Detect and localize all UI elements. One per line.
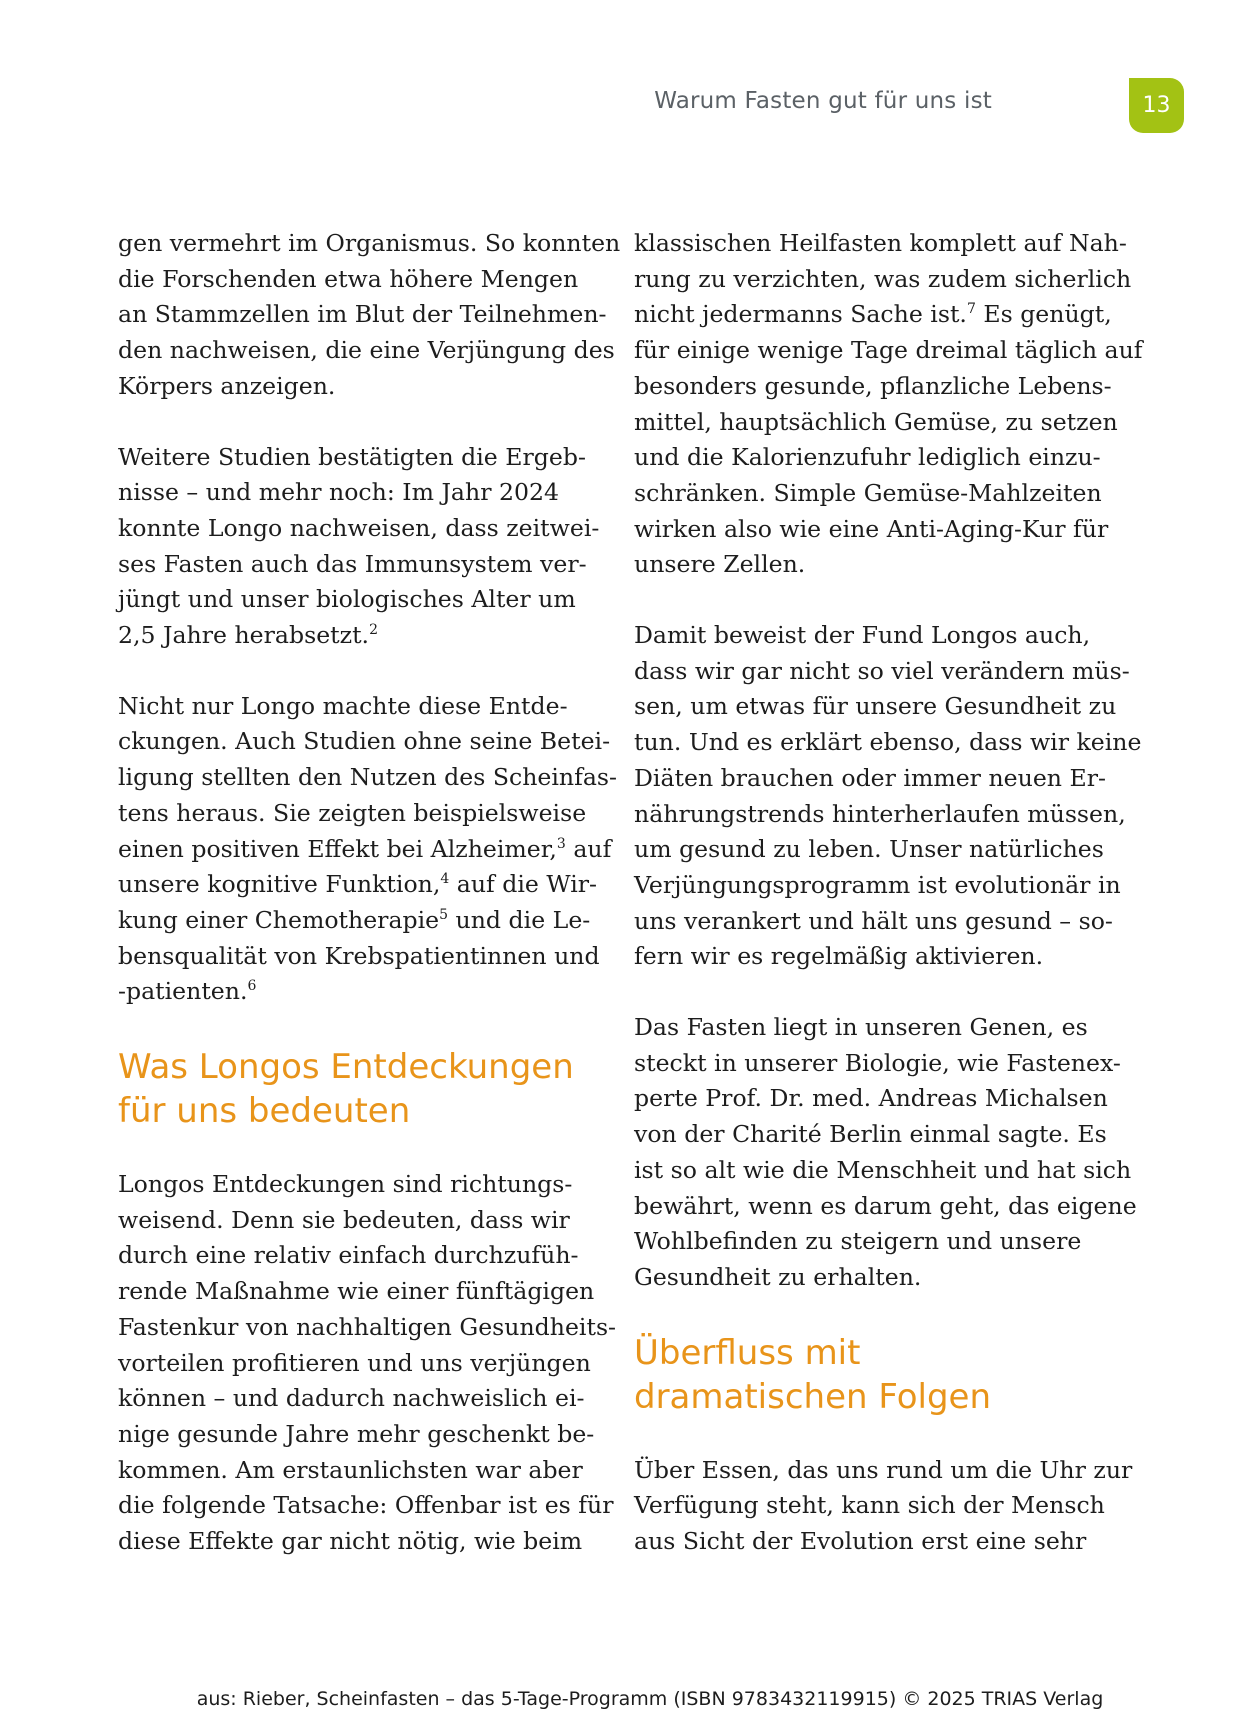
- text-segment: auf: [565, 834, 612, 863]
- section-heading: [118, 1045, 598, 1133]
- text-line: Über Essen, das uns rund um die Uhr zur: [634, 1455, 1133, 1484]
- text-line: Verjüngungsprogramm ist evolutionär in: [634, 870, 1121, 899]
- text-line: schränken. Simple Gemüse-Mahlzeiten: [634, 478, 1102, 507]
- text-line: vorteilen profitieren und uns verjüngen: [118, 1348, 591, 1377]
- section-heading: [634, 1331, 1124, 1419]
- text-line: Wohlbefinden zu steigern und unsere: [634, 1227, 1082, 1256]
- text-line: ses Fasten auch das Immunsystem ver-: [118, 549, 587, 578]
- text-line: Fastenkur von nachhaltigen Gesundheits-: [118, 1312, 617, 1341]
- text-segment: Es genügt,: [975, 300, 1112, 329]
- text-line: Diäten brauchen oder immer neuen Er-: [634, 763, 1106, 792]
- text-line: Körpers anzeigen.: [118, 371, 336, 400]
- source-footer: aus: Rieber, Scheinfasten – das 5-Tage-Programm (ISBN 9783432119915) © 2025 TRIAS Verlag: [196, 1688, 1104, 1710]
- text-line: an Stammzellen im Blut der Teilnehmen-: [118, 300, 607, 329]
- text-line: rende Maßnahme wie einer fünftägigen: [118, 1277, 595, 1306]
- text-segment: auf die Wir-: [449, 870, 598, 899]
- footnote-ref[interactable]: 3: [556, 835, 566, 852]
- text-line: ligung stellten den Nutzen des Scheinfas-: [118, 763, 617, 792]
- text-line: steckt in unserer Biologie, wie Fastenex-: [634, 1048, 1121, 1077]
- footnote-ref[interactable]: 2: [369, 622, 378, 639]
- page-number-badge: 13: [1129, 78, 1184, 133]
- text-line: nährungstrends hinterherlaufen müssen,: [634, 799, 1126, 828]
- text-line: die folgende Tatsache: Offenbar ist es für: [118, 1491, 614, 1520]
- text-line: Damit beweist der Fund Longos auch,: [634, 621, 1091, 650]
- heading-line: Überfluss mit: [634, 1332, 861, 1373]
- text-line: Das Fasten liegt in unseren Genen, es: [634, 1013, 1088, 1042]
- text-segment: und die Le-: [448, 905, 591, 934]
- footnote-ref[interactable]: 7: [966, 301, 976, 318]
- text-line: Nicht nur Longo machte diese Entde-: [118, 691, 568, 720]
- text-line: nige gesunde Jahre mehr geschenkt be-: [118, 1419, 595, 1448]
- text-line: [634, 297, 1124, 333]
- text-line: bensqualität von Krebspatientinnen und: [118, 941, 600, 970]
- text-segment: einen positiven Effekt bei Alzheimer,: [118, 834, 557, 863]
- text-line: [118, 618, 598, 654]
- text-line: Longos Entdeckungen sind richtungs-: [118, 1170, 573, 1199]
- text-segment: nicht jedermanns Sache ist.: [634, 300, 967, 329]
- text-line: die Forschenden etwa höhere Mengen: [118, 264, 579, 293]
- left-column: [118, 226, 621, 1595]
- text-line: [118, 867, 598, 903]
- text-line: weisend. Denn sie bedeuten, dass wir: [118, 1205, 570, 1234]
- text-line: fern wir es regelmäßig aktivieren.: [634, 942, 1044, 971]
- text-line: [118, 974, 598, 1010]
- text-segment: kung einer Chemotherapie: [118, 905, 440, 934]
- text-line: tun. Und es erklärt ebenso, dass wir keine: [634, 728, 1142, 757]
- heading-line: für uns bedeuten: [118, 1091, 411, 1132]
- text-line: Weitere Studien bestätigten die Ergeb-: [118, 442, 586, 471]
- text-line: gen vermehrt im Organismus. So konnten: [118, 229, 621, 257]
- footnote-ref[interactable]: 4: [440, 871, 450, 888]
- running-title: Warum Fasten gut für uns ist: [654, 88, 992, 114]
- paragraph: [118, 226, 621, 405]
- text-line: jüngt und unser biologisches Alter um: [118, 585, 576, 614]
- text-line: dass wir gar nicht so viel verändern müs-: [634, 656, 1130, 685]
- text-line: bewährt, wenn es darum geht, das eigene: [634, 1191, 1137, 1220]
- text-line: wirken also wie eine Anti-Aging-Kur für: [634, 514, 1109, 543]
- text-segment: 2,5 Jahre herabsetzt.: [118, 621, 370, 650]
- text-line: tens heraus. Sie zeigten beispielsweise: [118, 798, 587, 827]
- text-line: Verfügung steht, kann sich der Mensch: [634, 1491, 1105, 1520]
- text-line: können – und dadurch nachweislich ei-: [118, 1384, 585, 1413]
- heading-line: dramatischen Folgen: [634, 1376, 991, 1417]
- text-line: von der Charité Berlin einmal sagte. Es: [634, 1120, 1107, 1149]
- text-line: besonders gesunde, pflanzliche Lebens-: [634, 371, 1112, 400]
- paragraph: [634, 1010, 1137, 1296]
- text-line: für einige wenige Tage dreimal täglich auf: [634, 336, 1143, 365]
- text-line: aus Sicht der Evolution erst eine sehr: [634, 1527, 1087, 1556]
- text-line: unsere Zellen.: [634, 550, 806, 579]
- text-line: ckungen. Auch Studien ohne seine Betei-: [118, 727, 611, 756]
- text-line: den nachweisen, die eine Verjüngung des: [118, 336, 615, 365]
- paragraph: [118, 440, 598, 654]
- text-line: durch eine relativ einfach durchzufüh-: [118, 1241, 579, 1270]
- text-line: Gesundheit zu erhalten.: [634, 1262, 922, 1291]
- text-segment: unsere kognitive Funktion,: [118, 870, 441, 899]
- text-line: diese Effekte gar nicht nötig, wie beim: [118, 1527, 583, 1556]
- text-line: ist so alt wie die Menschheit und hat sich: [634, 1155, 1132, 1184]
- text-line: nisse – und mehr noch: Im Jahr 2024: [118, 478, 560, 507]
- text-line: sen, um etwas für unsere Gesundheit zu: [634, 692, 1117, 721]
- footnote-ref[interactable]: 5: [439, 906, 449, 923]
- text-line: klassischen Heilfasten komplett auf Nah-: [634, 229, 1127, 257]
- text-line: und die Kalorienzufuhr lediglich einzu-: [634, 443, 1101, 472]
- footnote-ref[interactable]: 6: [247, 978, 257, 995]
- text-line: konnte Longo nachweisen, dass zeitwei-: [118, 513, 600, 542]
- paragraph: [118, 1167, 617, 1560]
- text-line: perte Prof. Dr. med. Andreas Michalsen: [634, 1084, 1108, 1113]
- paragraph: [634, 1453, 1133, 1560]
- text-line: [118, 903, 598, 939]
- paragraph: [634, 618, 1142, 975]
- heading-line: Was Longos Entdeckungen: [118, 1047, 574, 1088]
- text-segment: -patienten.: [118, 977, 248, 1006]
- paragraph: [118, 689, 617, 1010]
- text-line: rung zu verzichten, was zudem sicherlich: [634, 264, 1132, 293]
- text-line: [118, 832, 612, 868]
- paragraph: [634, 226, 1143, 583]
- text-line: mittel, hauptsächlich Gemüse, zu setzen: [634, 407, 1118, 436]
- text-line: uns verankert und hält uns gesund – so-: [634, 906, 1113, 935]
- text-line: kommen. Am erstaunlichsten war aber: [118, 1455, 583, 1484]
- text-line: um gesund zu leben. Unser natürliches: [634, 835, 1104, 864]
- right-column: [634, 226, 1143, 1595]
